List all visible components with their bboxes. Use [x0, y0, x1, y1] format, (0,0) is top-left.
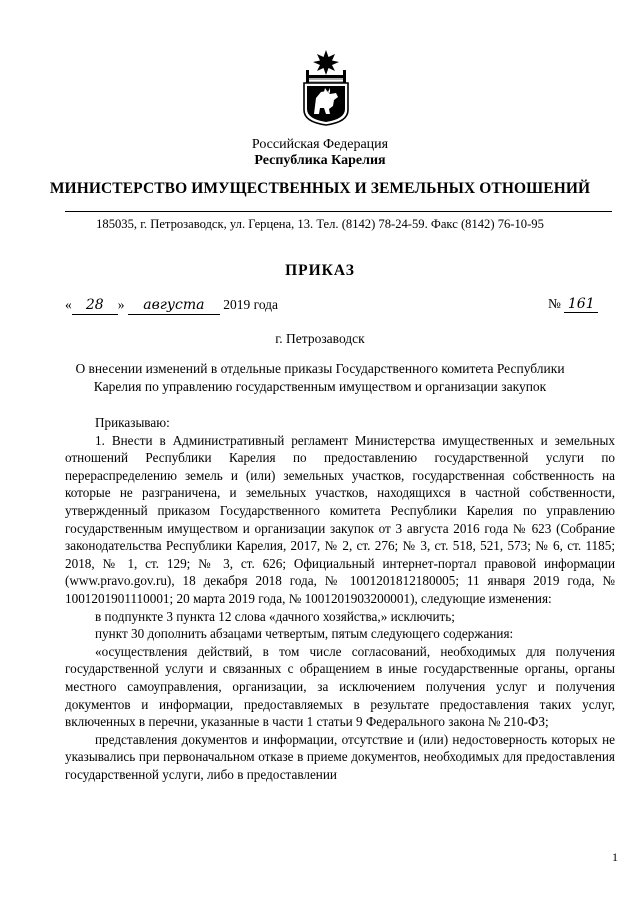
order-subject-line2: Карелия по управлению государственным имуществом и организации закупок: [93, 379, 547, 394]
ministry-address: 185035, г. Петрозаводск, ул. Герцена, 13. Тел. (8142) 78-24-59. Факс (8142) 76-10-95: [96, 217, 544, 231]
republic-name: Республика Карелия: [254, 153, 386, 168]
order-title: ПРИКАЗ: [285, 262, 355, 279]
date-month: августа: [128, 297, 220, 315]
order-body: [65, 414, 615, 783]
header-divider: [65, 211, 612, 212]
order-subject-line1: О внесении изменений в отдельные приказы Государственного комитета Республики: [75, 361, 565, 376]
order-number-label: №: [548, 296, 561, 311]
body-paragraph-2: в подпункте 3 пункта 12 слова «дачного хозяйства,» исключить;: [95, 608, 455, 624]
order-city: г. Петрозаводск: [275, 331, 365, 346]
ministry-name: МИНИСТЕРСТВО ИМУЩЕСТВЕННЫХ И ЗЕМЕЛЬНЫХ ОТНОШЕНИЙ: [49, 180, 591, 197]
date-quote-open: «: [65, 297, 72, 312]
date-year: 2019 года: [223, 297, 279, 312]
body-paragraph-5: представления документов и информации, отсутствие и (или) недостоверность которых не указывались при первоначальном отказе в приеме документов, необходимых для предоставления государственной услуги, либо в предоставлении: [65, 731, 615, 782]
coat-of-arms-emblem: [300, 48, 352, 126]
body-paragraph-intro: Приказываю:: [95, 415, 170, 430]
order-number-value: 161: [564, 296, 598, 313]
body-paragraph-4: «осуществления действий, в том числе согласований, необходимых для получения государственной услуги и связанных с обращением в иные государственные органы, органы местного самоуправления, организации, за исключением получения услуг и получения документов и информации, предоставляемых в результате предоставления таких услуг, включенных в перечни, указанные в части 1 статьи 9 Федерального закона № 210-ФЗ;: [65, 643, 615, 730]
order-number: [548, 296, 598, 313]
body-paragraph-1: 1. Внести в Административный регламент Министерства имущественных и земельных отношений Республики Карелия по предоставлению государственной услуги по перераспределению земель и (или) земельных участков, государственная собственность на которые не разграничена, и земельных участков, находящихся в частной собственности, утвержденный приказом Государственного комитета Республики Карелия по управлению государственным имуществом и организации закупок от 3 августа 2016 года № 623 (Собрание законодательства Республики Карелия, 2017, № 2, ст. 276; № 3, ст. 518, 521, 573; № 6, ст. 1185; 2018, № 1, ст. 129; № 3, ст. 626; Официальный интернет-портал правовой информации (www.pravo.gov.ru), 18 декабря 2018 года, № 1001201812180005; 11 января 2019 года, № 1001201901110001; 20 марта 2019 года, № 1001201903200001), следующие изменения:: [65, 432, 615, 606]
date-quote-close: »: [117, 297, 125, 312]
order-date: [65, 296, 278, 315]
country-name: Российская Федерация: [251, 137, 389, 152]
page-number: 1: [612, 850, 618, 864]
body-paragraph-3: пункт 30 дополнить абзацами четвертым, пятым следующего содержания:: [95, 626, 514, 642]
date-day: 28: [72, 297, 118, 315]
